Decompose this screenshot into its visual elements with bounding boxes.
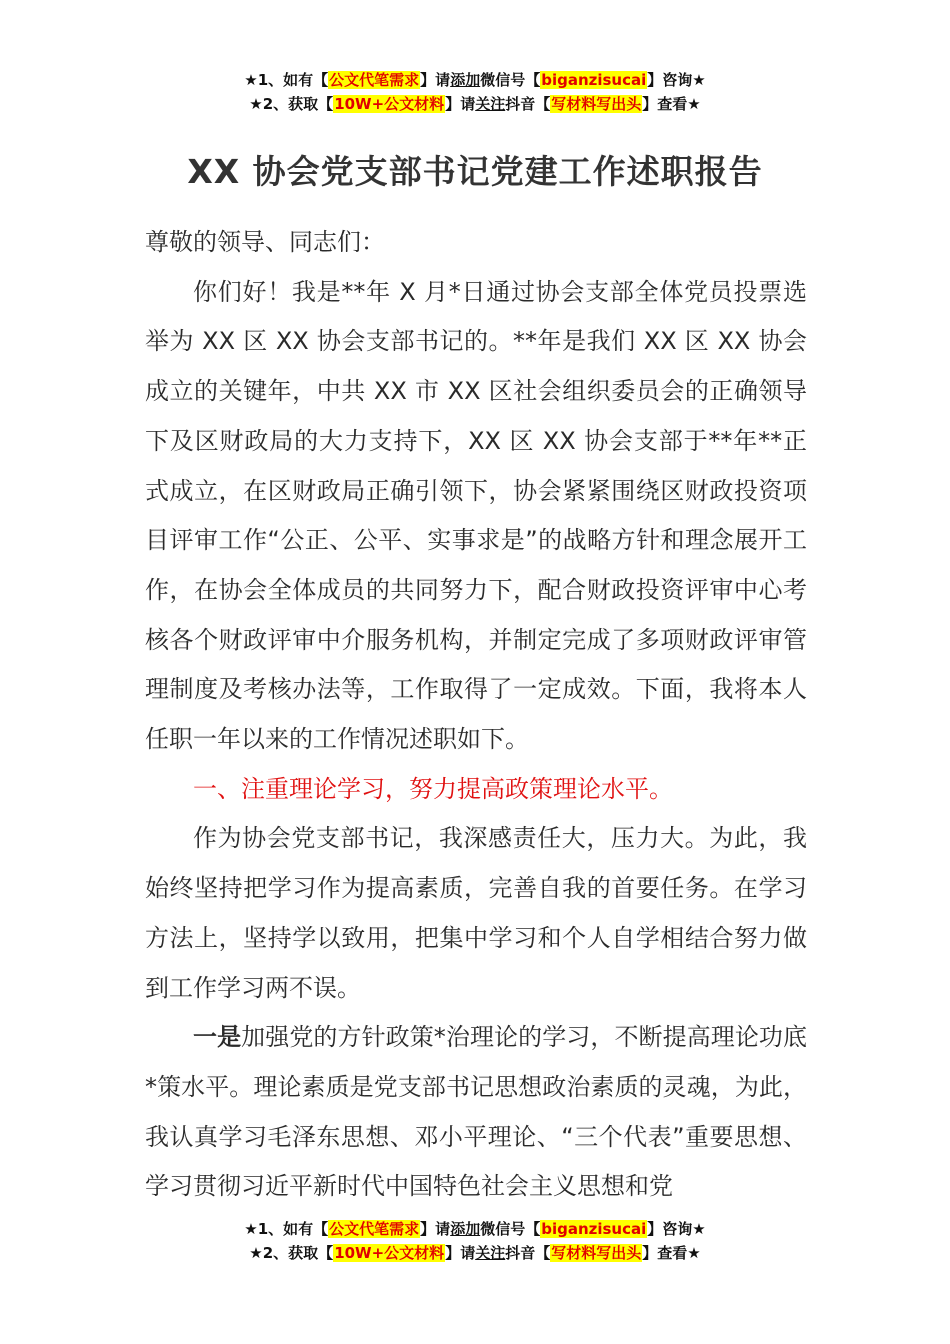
promo-highlight: 公文代笔需求 (329, 71, 420, 89)
promo-text: 】咨询★ (647, 71, 706, 89)
douyin-id: 写材料写出头 (551, 1244, 642, 1262)
promo-emphasis: 添加 (450, 1220, 481, 1238)
promo-text: 微信号【 (480, 71, 541, 89)
paragraph-intro: 你们好！我是**年 X 月*日通过协会支部全体党员投票选举为 XX 区 XX 协会支部书记的。**年是我们 XX 区 XX 协会成立的关键年，中共 XX 市 XX 区社会组织委员会的正确领导下及区财政局的大力支持下，XX 区 XX 协会支部于**年**正式成立，在区财政局正确引领下，协会紧紧围绕区财政投资项目评审工作“公正、公平、实事求是”的战略方针和理念展开工作，在协会全体成员的共同努力下，配合财政投资评审中心考核各个财政评审中介服务机构，并制定完成了多项财政评审管理制度及考核办法等，工作取得了一定成效。下面，我将本人任职一年以来的工作情况述职如下。 (145, 277, 807, 754)
promo-text: 】请 (420, 1220, 451, 1238)
point-text: 加强党的方针政策*治理论的学习，不断提高理论功底*策水平。理论素质是党支部书记思想政治素质的灵魂，为此，我认真学习毛泽东思想、邓小平理论、“三个代表”重要思想、学习贯彻习近平新时代中国特色社会主义思想和党 (145, 1023, 808, 1201)
wechat-id: biganzisucai (541, 1220, 647, 1238)
document-body (145, 218, 807, 1212)
promo-highlight: 公文代笔需求 (329, 1220, 420, 1238)
document-title: XX 协会党支部书记党建工作述职报告 (187, 152, 763, 191)
promo-emphasis: 关注 (475, 1244, 506, 1262)
promo-line-1 (0, 68, 950, 92)
salutation: 尊敬的领导、同志们： (145, 228, 385, 256)
promo-text: 】请 (445, 1244, 476, 1262)
promo-line-1 (0, 1217, 950, 1241)
promo-text: 】咨询★ (647, 1220, 706, 1238)
promo-text: ★1、如有【 (244, 1220, 329, 1238)
paragraph-point-1 (145, 1013, 807, 1212)
promo-text: 】查看★ (642, 95, 701, 113)
promo-text: ★2、获取【 (249, 1244, 334, 1262)
promo-emphasis: 关注 (475, 95, 506, 113)
promo-text: 】请 (420, 71, 451, 89)
paragraph-study: 作为协会党支部书记，我深感责任大，压力大。为此，我始终坚持把学习作为提高素质，完善自我的首要任务。在学习方法上，坚持学以致用，把集中学习和个人自学相结合努力做到工作学习两不误。 (145, 824, 807, 1002)
promo-banner-top (0, 68, 950, 116)
promo-highlight: 10W+公文材料 (334, 95, 445, 113)
promo-text: 】请 (445, 95, 476, 113)
promo-text: ★2、获取【 (249, 95, 334, 113)
promo-highlight: 10W+公文材料 (334, 1244, 445, 1262)
promo-text: 抖音【 (505, 95, 551, 113)
douyin-id: 写材料写出头 (551, 95, 642, 113)
section-heading-1: 一、注重理论学习，努力提高政策理论水平。 (193, 774, 673, 803)
promo-line-2 (0, 1241, 950, 1265)
promo-text: ★1、如有【 (244, 71, 329, 89)
promo-text: 】查看★ (642, 1244, 701, 1262)
promo-text: 抖音【 (505, 1244, 551, 1262)
point-lead: 一是 (193, 1023, 242, 1052)
wechat-id: biganzisucai (541, 71, 647, 89)
promo-line-2 (0, 92, 950, 116)
promo-banner-bottom (0, 1217, 950, 1265)
promo-emphasis: 添加 (450, 71, 481, 89)
promo-text: 微信号【 (480, 1220, 541, 1238)
